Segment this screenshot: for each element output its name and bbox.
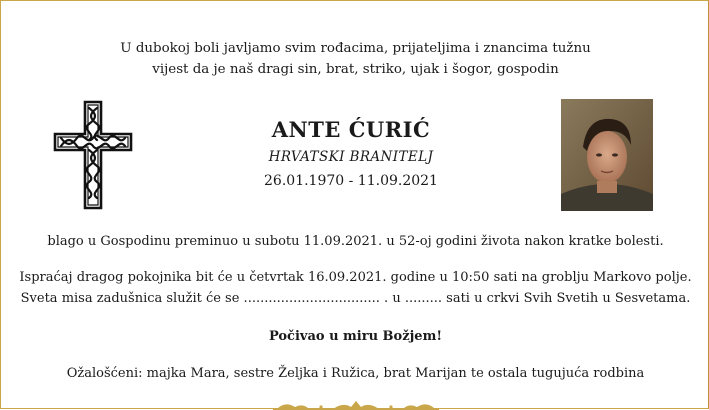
mourners-list: Ožalošćeni: majka Mara, sestre Željka i Ružica, brat Marijan te ostala tugujuća rodbina [66, 366, 645, 381]
gold-ornament-icon [273, 399, 439, 410]
intro-text [1, 38, 709, 80]
celtic-knot-cross-icon [53, 100, 133, 210]
funeral-line-1: Ispraćaj dragog pokojnika bit će u četvrtak 16.09.2021. godine u 10:50 sati na groblju Markovo polje. [19, 270, 692, 285]
rest-in-peace: Počivao u miru Božjem! [268, 329, 443, 344]
intro-line-2: vijest da je naš dragi sin, brat, striko, ujak i šogor, gospodin [152, 62, 559, 77]
intro-line-1: U dubokoj boli javljamo svim rođacima, prijateljima i znancima tužnu [120, 41, 591, 56]
deceased-title: HRVATSKI BRANITELJ [268, 149, 434, 165]
funeral-line-2: Sveta misa zadušnica služit će se ................................. . u ......... sati u crkvi Svih Svetih u Sesvetama. [20, 291, 691, 306]
portrait-photo [561, 99, 653, 211]
death-notice: blago u Gospodinu preminuo u subotu 11.09.2021. u 52-oj godini života nakon kratke bolesti. [47, 234, 664, 249]
deceased-dates: 26.01.1970 - 11.09.2021 [264, 173, 438, 189]
deceased-name: ANTE ĆURIĆ [271, 117, 431, 142]
funeral-details [1, 267, 709, 309]
